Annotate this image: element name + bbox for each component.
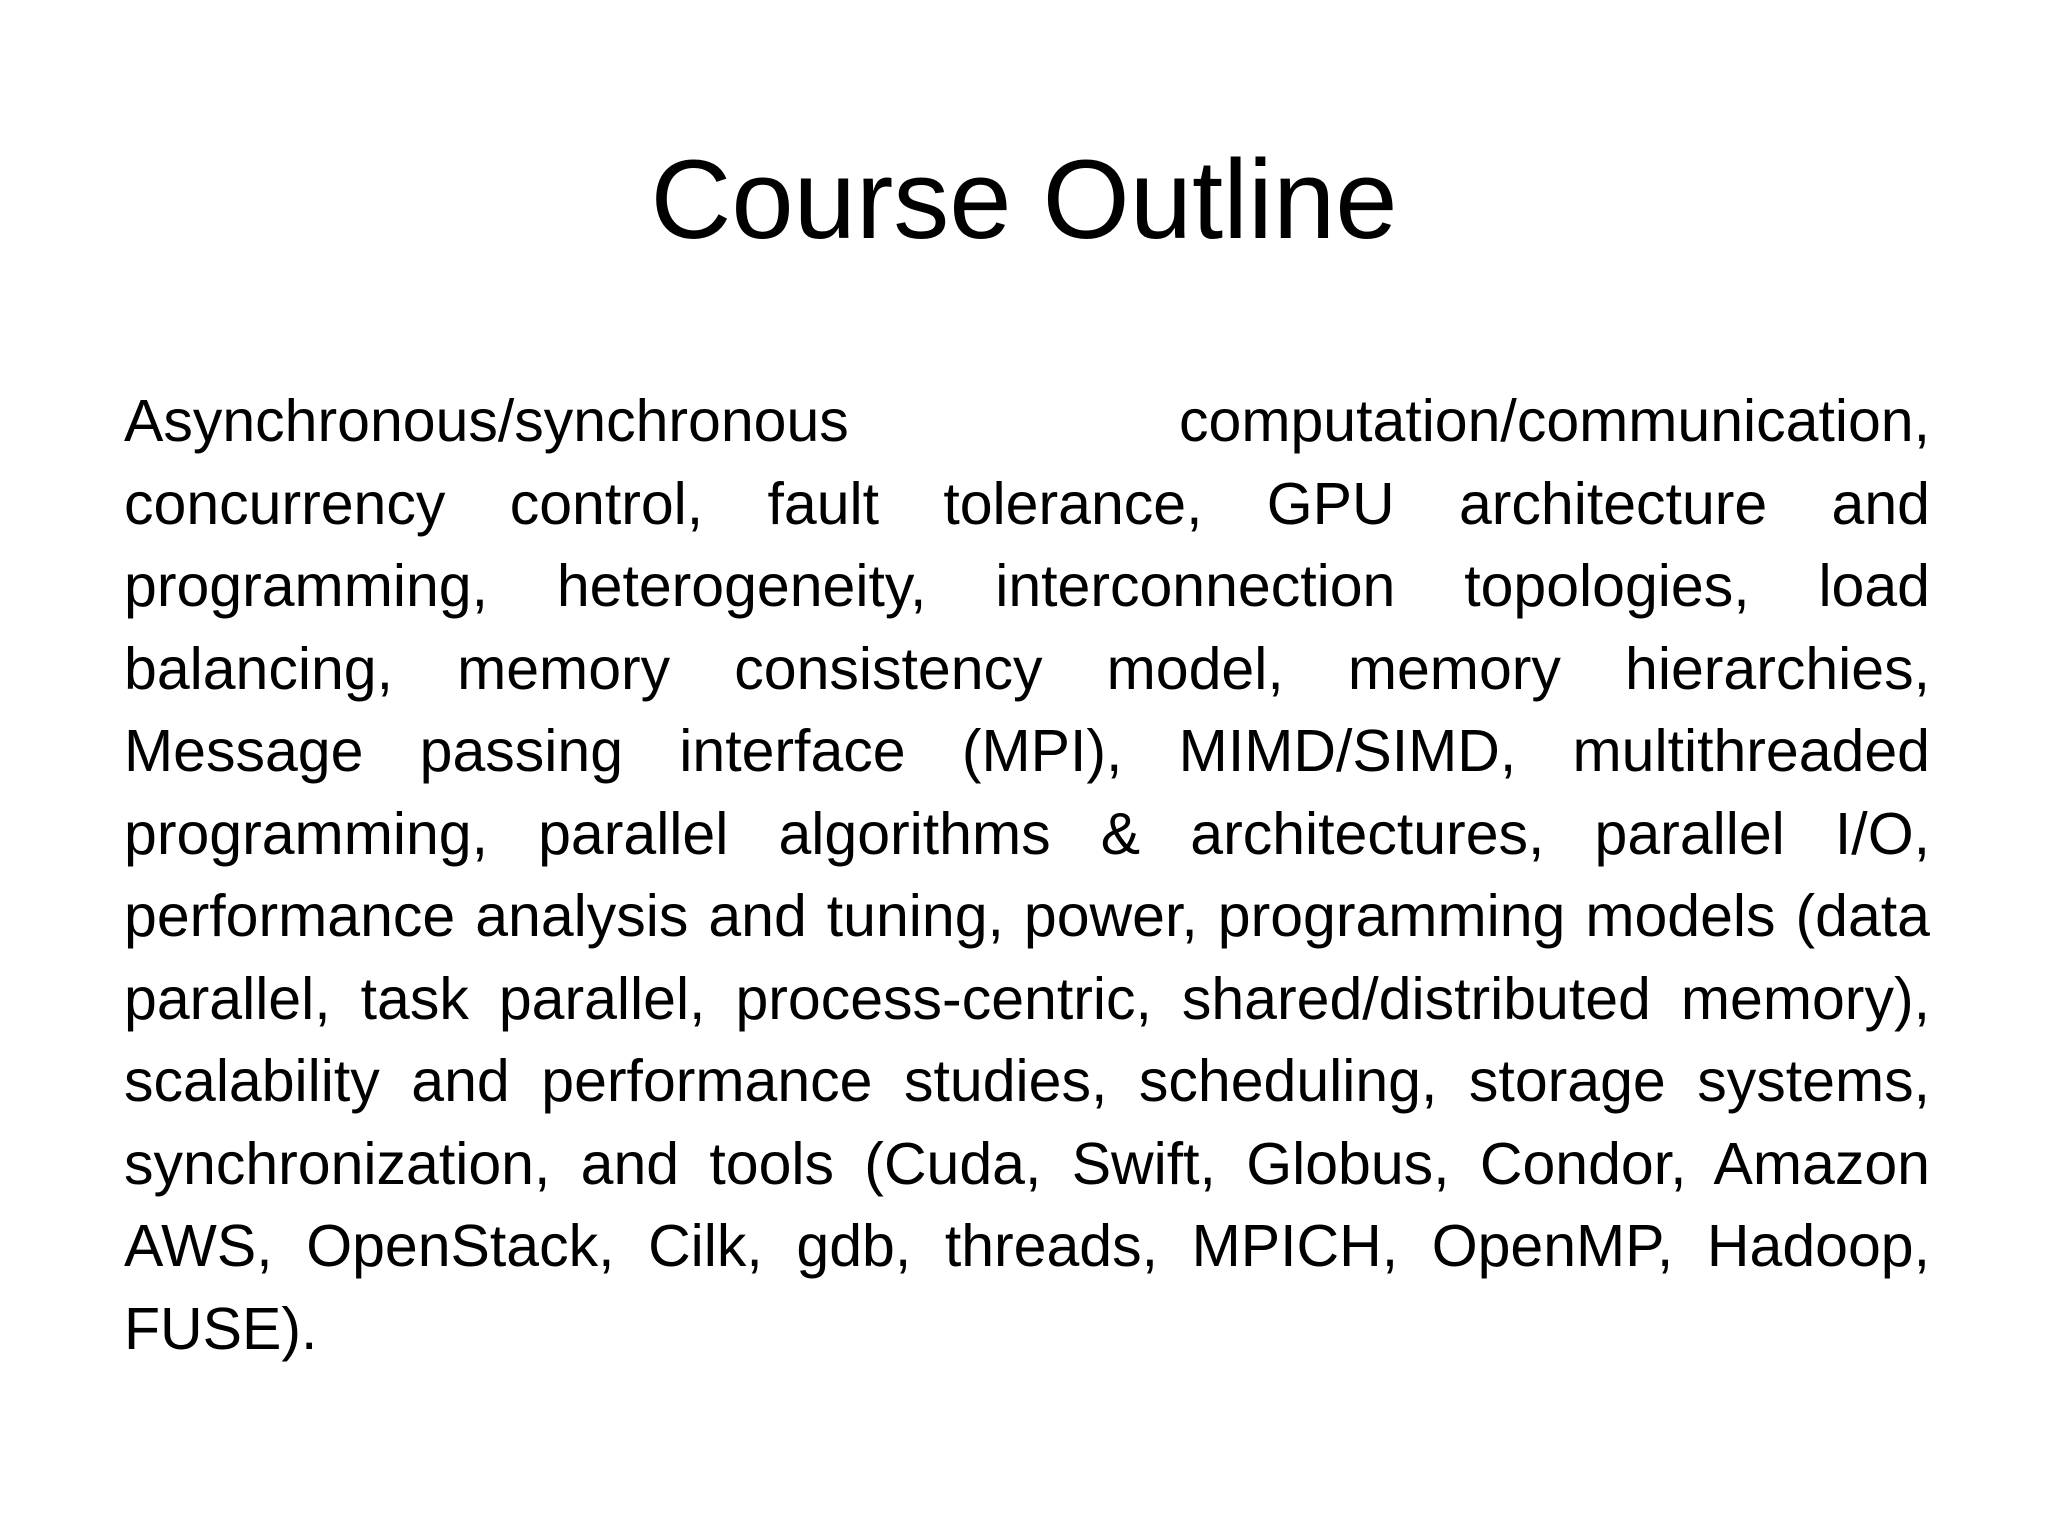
slide-title: Course Outline (650, 137, 1398, 262)
slide-body-text: Asynchronous/synchronous computation/communication, concurrency control, fault tolerance, GPU architecture and programming, heterogeneity, interconnection topologies, load balancing, memory consistency model, memory hierarchies, Message passing interface (MPI), MIMD/SIMD, multithreaded programming, parallel algorithms & architectures, parallel I/O, performance analysis and tuning, power, programming models (data parallel, task parallel, process-centric, shared/distributed memory), scalability and performance studies, scheduling, storage systems, synchronization, and tools (Cuda, Swift, Globus, Condor, Amazon AWS, OpenStack, Cilk, gdb, threads, MPICH, OpenMP, Hadoop, FUSE). (124, 388, 1930, 1362)
